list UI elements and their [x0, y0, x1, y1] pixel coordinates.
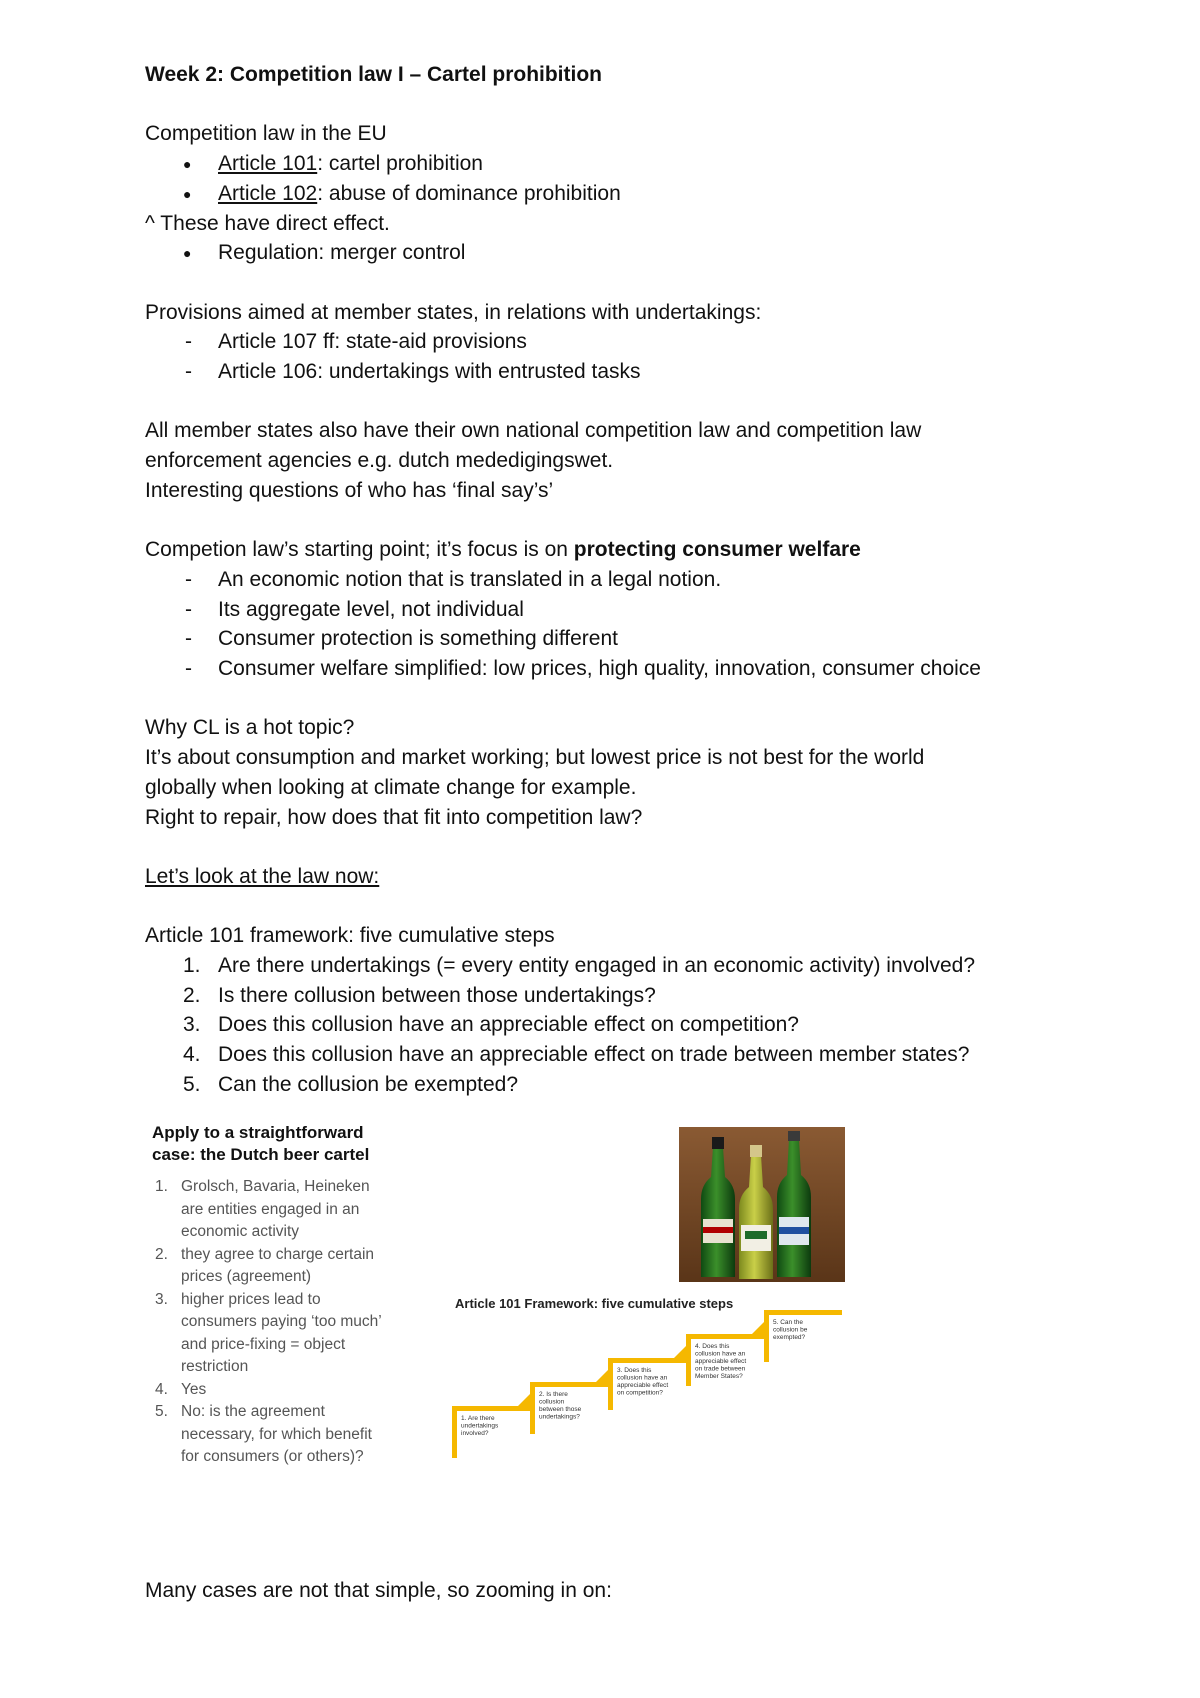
five-steps-staircase [450, 1319, 850, 1496]
slide-list-item [152, 1401, 412, 1469]
stair-notch [752, 1322, 764, 1334]
document-body [145, 60, 1105, 1100]
stair-step [596, 1358, 686, 1410]
slide-item-number: 4. [155, 1380, 168, 1398]
stair-bar [764, 1310, 842, 1315]
stair-step-label: appreciable effect [695, 1358, 747, 1365]
list-item: 4. Does this collusion have an appreciable effect on trade between member states? [183, 1043, 970, 1067]
stair-bar [530, 1382, 608, 1387]
eu-heading: Competition law in the EU [145, 122, 387, 146]
slide-title-line-1: Apply to a straightforward [152, 1123, 364, 1142]
list-item: - Its aggregate level, not individual [145, 595, 1105, 625]
slide-item-line: higher prices lead to [181, 1290, 321, 1308]
slide-title [152, 1122, 412, 1166]
slide-item-line: consumers paying ‘too much’ [181, 1313, 382, 1330]
stair-step-label: undertakings [461, 1422, 499, 1430]
closing-line: Many cases are not that simple, so zooming in on: [145, 1579, 612, 1602]
slide-item-line: No: is the agreement [181, 1403, 325, 1420]
beer-bottles-photo [679, 1127, 845, 1282]
slide-item-line: for consumers (or others)? [181, 1448, 364, 1465]
framework-steps-list [145, 951, 1105, 1100]
stair-notch [518, 1394, 530, 1406]
stair-step-label: 4. Does this [695, 1343, 730, 1350]
slide-item-line: prices (agreement) [181, 1268, 312, 1285]
page-title: Week 2: Competition law I – Cartel prohibition [145, 63, 602, 86]
slide-item-line: economic activity [181, 1223, 300, 1240]
stair-riser [530, 1382, 535, 1434]
slide-list-item [152, 1379, 412, 1402]
stair-step-label: between those [539, 1406, 582, 1413]
slide-list-item [152, 1176, 412, 1244]
provisions-heading: Provisions aimed at member states, in relations with undertakings: [145, 300, 762, 324]
stair-riser [686, 1334, 691, 1386]
stair-step-label: 5. Can the [773, 1319, 803, 1326]
stair-step-label: collusion [539, 1398, 565, 1406]
slide-item-line: Grolsch, Bavaria, Heineken [181, 1178, 370, 1195]
slide-item-line: are entities engaged in an [181, 1200, 360, 1218]
eu-article-list [145, 149, 1105, 208]
stair-step-label: involved? [461, 1430, 489, 1437]
hot-topic-line-4: Right to repair, how does that fit into competition law? [145, 805, 643, 829]
welfare-heading-text: Competion law’s starting point; it’s focus is on [145, 538, 574, 562]
stair-notch [674, 1346, 686, 1358]
list-item [145, 179, 1105, 209]
slide-item-line: Yes [181, 1380, 207, 1398]
slide-item-line: necessary, for which benefit [181, 1425, 372, 1443]
stairs-title: Article 101 Framework: five cumulative steps [455, 1296, 734, 1311]
regulation-list [145, 238, 1105, 268]
welfare-heading [145, 535, 1105, 565]
slide-item-number: 5. [155, 1403, 168, 1420]
stair-notch [596, 1370, 608, 1382]
step-text: Is there collusion between those undertakings? [218, 983, 656, 1007]
stair-step [518, 1382, 608, 1434]
stair-riser [764, 1310, 769, 1362]
slide-item-line: they agree to charge certain [181, 1245, 375, 1263]
list-item: 1. Are there undertakings (= every entity engaged in an economic activity) involved? [183, 953, 976, 977]
stair-step [452, 1406, 530, 1458]
list-item: - An economic notion that is translated in a legal notion. [145, 565, 1105, 595]
list-item: - Article 106: undertakings with entrusted tasks [145, 357, 1105, 387]
slide-list-item [152, 1289, 412, 1379]
stair-step-label: collusion be [773, 1326, 808, 1334]
list-item: ● Regulation: merger control [145, 238, 1105, 268]
list-item: 3. Does this collusion have an appreciable effect on competition? [183, 1013, 799, 1037]
stair-step-label: Member States? [695, 1373, 743, 1380]
welfare-list [145, 565, 1105, 684]
hot-topic-line-3: globally when looking at climate change for example. [145, 775, 637, 799]
list-item: - Article 107 ff: state-aid provisions [145, 327, 1105, 357]
direct-effect-note: ^ These have direct effect. [145, 211, 390, 235]
provisions-list [145, 327, 1105, 386]
national-line-3: Interesting questions of who has ‘final say’s’ [145, 478, 554, 502]
beer-bottles-illustration [679, 1127, 845, 1282]
national-line-2: enforcement agencies e.g. dutch mededigingswet. [145, 449, 614, 473]
stair-step-label: on trade between [695, 1365, 746, 1373]
list-item-text: : cartel prohibition [317, 152, 483, 176]
stair-step-label: exempted? [773, 1334, 806, 1341]
slide-title-line-2: case: the Dutch beer cartel [152, 1145, 370, 1164]
step-text: Does this collusion have an appreciable effect on competition? [218, 1013, 799, 1037]
list-item: 2. Is there collusion between those undertakings? [183, 983, 656, 1007]
stair-step-label: 1. Are there [461, 1415, 495, 1422]
list-item: - Consumer protection is something different [145, 624, 1105, 654]
stair-step-label: collusion have an [617, 1374, 668, 1382]
stair-step-label: appreciable effect [617, 1382, 669, 1389]
slide-item-line: restriction [181, 1358, 249, 1375]
list-item: 5. Can the collusion be exempted? [183, 1072, 519, 1096]
slide-item-number: 2. [155, 1245, 168, 1263]
step-text: Can the collusion be exempted? [218, 1072, 519, 1096]
stair-riser [608, 1358, 613, 1410]
slide-item-number: 1. [155, 1178, 168, 1195]
national-line-1: All member states also have their own national competition law and competition law [145, 419, 922, 443]
step-text: Does this collusion have an appreciable effect on trade between member states? [218, 1043, 970, 1067]
article-101-link[interactable]: Article 101 [218, 152, 318, 176]
look-at-law-heading: Let’s look at the law now: [145, 864, 380, 888]
stair-step-label: 2. Is there [539, 1391, 568, 1398]
list-item [145, 149, 1105, 179]
hot-topic-line-2: It’s about consumption and market working; but lowest price is not best for the world [145, 746, 925, 770]
framework-heading: Article 101 framework: five cumulative steps [145, 924, 555, 948]
stair-step-label: collusion have an [695, 1350, 746, 1358]
stair-bar [608, 1358, 686, 1363]
stair-riser [452, 1406, 457, 1458]
step-text: Are there undertakings (= every entity engaged in an economic activity) involved? [218, 953, 976, 977]
slide-item-line: and price-fixing = object [181, 1335, 346, 1353]
slide-list [152, 1176, 412, 1469]
article-102-link[interactable]: Article 102 [218, 181, 318, 205]
stair-bar [686, 1334, 764, 1339]
slide-list-item [152, 1244, 412, 1289]
stair-step [752, 1310, 842, 1362]
stair-bar [452, 1406, 530, 1411]
beer-cartel-slide [152, 1122, 412, 1469]
hot-topic-line-1: Why CL is a hot topic? [145, 716, 355, 740]
stair-step-label: 3. Does this [617, 1367, 652, 1374]
stair-step [674, 1334, 764, 1386]
list-item: - Consumer welfare simplified: low prices, high quality, innovation, consumer choice [145, 654, 1105, 684]
list-item-text: : abuse of dominance prohibition [317, 181, 621, 205]
slide-item-number: 3. [155, 1290, 168, 1308]
stair-step-label: on competition? [617, 1389, 663, 1397]
stair-step-label: undertakings? [539, 1413, 580, 1421]
welfare-heading-bold: protecting consumer welfare [573, 538, 861, 562]
staircase-diagram [450, 1319, 850, 1490]
